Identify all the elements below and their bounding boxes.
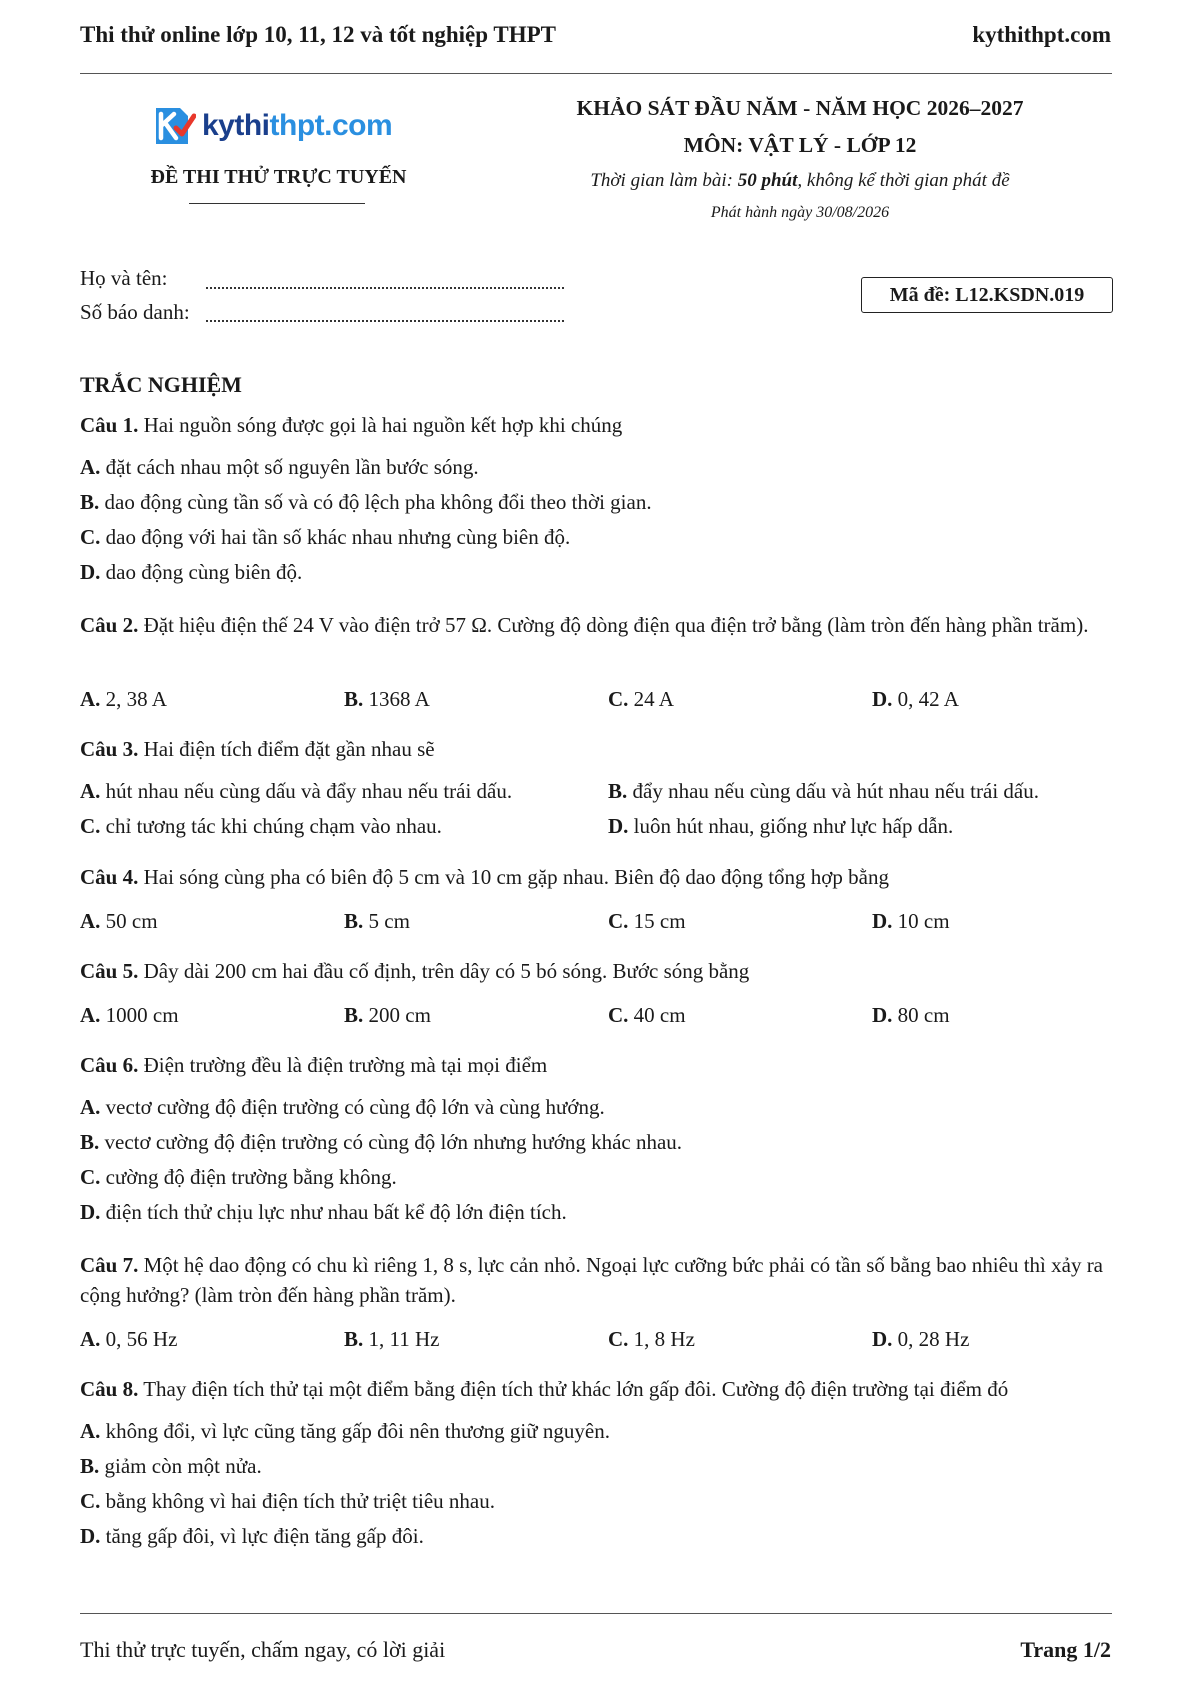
option-8c: C. bằng không vì hai điện tích thử triệt tiêu nhau. [80, 1489, 495, 1513]
option-8d: D. tăng gấp đôi, vì lực điện tăng gấp đôi. [80, 1524, 424, 1548]
question-3: Câu 3. Hai điện tích điểm đặt gần nhau sẽ [80, 737, 435, 761]
name-field [206, 287, 564, 289]
option-4a: A. 50 cm [80, 909, 158, 933]
option-5c: C. 40 cm [608, 1003, 686, 1027]
option-7b: B. 1, 11 Hz [344, 1327, 440, 1351]
logo-mark-icon [152, 102, 196, 150]
exam-code-badge: Mã đề: L12.KSDN.019 [861, 277, 1113, 313]
option-7d: D. 0, 28 Hz [872, 1327, 970, 1351]
option-5d: D. 80 cm [872, 1003, 950, 1027]
question-2: Câu 2. Đặt hiệu điện thế 24 V vào điện trở 57 Ω. Cường độ dòng điện qua điện trở bằng (làm tròn đến hàng phần trăm). [80, 613, 1089, 637]
option-4c: C. 15 cm [608, 909, 686, 933]
exam-type-label: ĐỀ THI THỬ TRỰC TUYẾN [150, 166, 407, 188]
header-rule [80, 73, 1112, 74]
option-3b: B. đẩy nhau nếu cùng dấu và hút nhau nếu trái dấu. [608, 779, 1039, 803]
option-6b: B. vectơ cường độ điện trường có cùng độ lớn nhưng hướng khác nhau. [80, 1130, 683, 1154]
subtitle-underline [189, 203, 365, 204]
option-1b: B. dao động cùng tần số và có độ lệch pha không đổi theo thời gian. [80, 490, 652, 514]
exam-subject: MÔN: VẬT LÝ - LỚP 12 [683, 133, 917, 157]
logo-wordmark: kythithpt.com [202, 109, 393, 142]
option-8a: A. không đổi, vì lực cũng tăng gấp đôi nên thương giữ nguyên. [80, 1419, 610, 1443]
option-1c: C. dao động với hai tần số khác nhau nhưng cùng biên độ. [80, 525, 571, 549]
question-8: Câu 8. Thay điện tích thử tại một điểm bằng điện tích thử khác lớn gấp đôi. Cường độ điện trường tại điểm đó [80, 1377, 1009, 1401]
option-5b: B. 200 cm [344, 1003, 431, 1027]
footer-rule [80, 1613, 1112, 1614]
option-4d: D. 10 cm [872, 909, 950, 933]
option-2c: C. 24 A [608, 687, 674, 711]
name-label: Họ và tên: [80, 266, 168, 290]
question-5: Câu 5. Dây dài 200 cm hai đầu cố định, trên dây có 5 bó sóng. Bước sóng bằng [80, 959, 750, 983]
option-2d: D. 0, 42 A [872, 687, 959, 711]
question-4: Câu 4. Hai sóng cùng pha có biên độ 5 cm và 10 cm gặp nhau. Biên độ dao động tổng hợp bằng [80, 865, 889, 889]
option-2a: A. 2, 38 A [80, 687, 167, 711]
section-title: TRẮC NGHIỆM [80, 372, 242, 397]
option-7a: A. 0, 56 Hz [80, 1327, 178, 1351]
option-6c: C. cường độ điện trường bằng không. [80, 1165, 397, 1189]
option-6a: A. vectơ cường độ điện trường có cùng độ lớn và cùng hướng. [80, 1095, 605, 1119]
footer-tagline: Thi thử trực tuyến, chấm ngay, có lời giải [80, 1637, 446, 1662]
option-1d: D. dao động cùng biên độ. [80, 560, 303, 584]
option-7c: C. 1, 8 Hz [608, 1327, 695, 1351]
candidate-id-field [206, 320, 564, 322]
site-domain: kythithpt.com [972, 22, 1111, 47]
option-6d: D. điện tích thử chịu lực như nhau bất kể độ lớn điện tích. [80, 1200, 567, 1224]
site-tagline: Thi thử online lớp 10, 11, 12 và tốt nghiệp THPT [80, 22, 556, 47]
exam-title: KHẢO SÁT ĐẦU NĂM - NĂM HỌC 2026–2027 [576, 96, 1024, 120]
option-1a: A. đặt cách nhau một số nguyên lần bước sóng. [80, 455, 479, 479]
exam-duration: Thời gian làm bài: 50 phút, không kể thời gian phát đề [590, 170, 1010, 191]
question-6: Câu 6. Điện trường đều là điện trường mà tại mọi điểm [80, 1053, 548, 1077]
question-1: Câu 1. Hai nguồn sóng được gọi là hai nguồn kết hợp khi chúng [80, 413, 623, 437]
option-3c: C. chỉ tương tác khi chúng chạm vào nhau. [80, 814, 442, 838]
option-3a: A. hút nhau nếu cùng dấu và đẩy nhau nếu trái dấu. [80, 779, 513, 803]
candidate-id-label: Số báo danh: [80, 300, 190, 324]
question-7: Câu 7. Một hệ dao động có chu kì riêng 1, 8 s, lực cản nhỏ. Ngoại lực cưỡng bức phải có tần số bằng bao nhiêu thì xảy ra cộng hưởng? (làm tròn đến hàng phần trăm). [80, 1253, 1104, 1307]
option-5a: A. 1000 cm [80, 1003, 179, 1027]
option-4b: B. 5 cm [344, 909, 410, 933]
option-8b: B. giảm còn một nửa. [80, 1454, 262, 1478]
site-logo [152, 102, 392, 150]
option-3d: D. luôn hút nhau, giống như lực hấp dẫn. [608, 814, 954, 838]
option-2b: B. 1368 A [344, 687, 430, 711]
page-number: Trang 1/2 [1020, 1637, 1111, 1662]
release-date: Phát hành ngày 30/08/2026 [710, 204, 890, 221]
